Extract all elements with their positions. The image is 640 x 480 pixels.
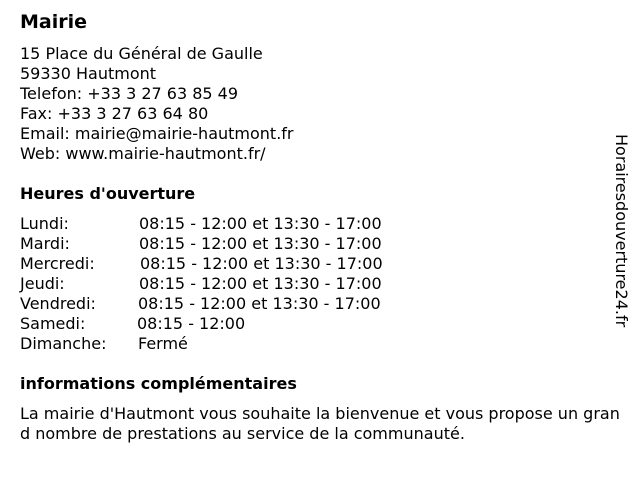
time-value: 08:15 - 12:00 et 13:30 - 17:00 [139,274,382,293]
time-value: 08:15 - 12:00 et 13:30 - 17:00 [138,294,381,313]
time-value: 08:15 - 12:00 et 13:30 - 17:00 [139,214,382,233]
phone-number: Telefon: +33 3 27 63 85 49 [20,84,239,103]
city-postcode: 59330 Hautmont [20,64,157,83]
website-url: Web: www.mairie-hautmont.fr/ [20,144,266,163]
day-label: Jeudi: [20,274,65,293]
time-value: Fermé [138,334,188,353]
day-label: Samedi: [20,314,86,333]
address-block [20,44,294,164]
page-title: Mairie [20,11,88,33]
day-label: Dimanche: [20,334,107,353]
day-label: Vendredi: [20,294,96,313]
time-value: 08:15 - 12:00 et 13:30 - 17:00 [140,254,383,273]
street-address: 15 Place du Général de Gaulle [20,44,263,63]
day-label: Mercredi: [20,254,95,273]
email-address: Email: mairie@mairie-hautmont.fr [20,124,294,143]
additional-info-heading: informations complémentaires [20,374,297,393]
day-label: Lundi: [20,214,69,233]
time-value: 08:15 - 12:00 et 13:30 - 17:00 [139,234,382,253]
additional-info-text: La mairie d'Hautmont vous souhaite la bienvenue et vous propose un grand nombre de prestations au service de la communauté. [20,404,620,443]
fax-number: Fax: +33 3 27 63 64 80 [20,104,209,123]
time-value: 08:15 - 12:00 [137,314,246,333]
site-watermark: Horairesdouverture24.fr [612,134,631,328]
opening-hours-heading: Heures d'ouverture [20,184,196,203]
day-label: Mardi: [20,234,70,253]
